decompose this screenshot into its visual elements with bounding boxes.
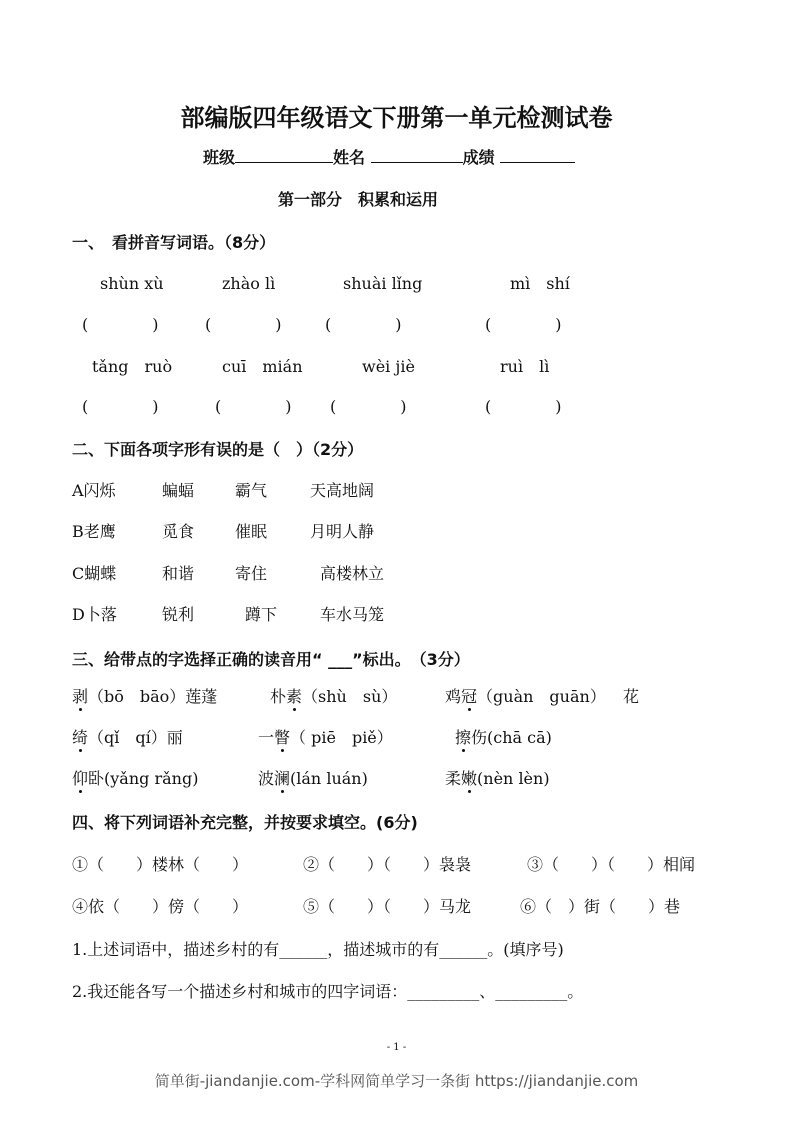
option-word: 催眠 xyxy=(235,522,268,541)
sub-question-2: 2.我还能各写一个描述乡村和城市的四字词语：_________、_________。 xyxy=(72,982,584,1001)
option[interactable]: B老鹰 xyxy=(72,522,116,541)
option[interactable]: A闪烁 xyxy=(72,481,116,500)
name-blank[interactable] xyxy=(371,148,463,163)
option-word: 锐利 xyxy=(162,605,195,624)
idiom-item[interactable]: ⑤（ ）（ ）马龙 xyxy=(303,897,472,916)
dotted-char: 澜 xyxy=(274,769,291,788)
text: 鸡 xyxy=(445,687,462,706)
answer-box[interactable]: ( ) xyxy=(82,315,159,334)
q3-item xyxy=(455,728,552,748)
dotted-char: 素 xyxy=(286,687,303,706)
q3-item xyxy=(72,769,198,789)
text: (nèn lèn) xyxy=(477,769,550,788)
footer-watermark: 简单街-jiandanjie.com-学科网简单学习一条街 https://jiandanjie.com xyxy=(154,1072,639,1090)
q3-item xyxy=(445,687,606,707)
pinyin: zhào lì xyxy=(222,274,276,293)
option-word: 觅食 xyxy=(162,522,195,541)
q4-heading: 四、将下列词语补充完整，并按要求填空。(6分) xyxy=(72,813,418,832)
page-number: - 1 - xyxy=(386,1042,407,1053)
score-blank[interactable] xyxy=(500,148,575,163)
option-word: 蹲下 xyxy=(245,605,278,624)
pinyin: shùn xù xyxy=(100,274,164,293)
answer-box[interactable]: ( ) xyxy=(485,315,562,334)
option-word: 天高地阔 xyxy=(310,481,375,500)
dotted-char: 绮 xyxy=(72,728,89,747)
idiom-item[interactable]: ①（ ）楼林（ ） xyxy=(72,855,249,874)
q3-item xyxy=(72,728,183,748)
option-word: 月明人静 xyxy=(310,522,375,541)
idiom-item[interactable]: ⑥（ ）街（ ）巷 xyxy=(520,897,681,916)
idiom-item[interactable]: ④依（ ）傍（ ） xyxy=(72,897,249,916)
sub-question-1: 1.上述词语中，描述乡村的有______，描述城市的有______。(填序号) xyxy=(72,940,564,959)
pinyin: tǎng ruò xyxy=(92,357,173,376)
q3-item xyxy=(258,728,393,748)
option-word: 霸气 xyxy=(235,481,268,500)
dotted-char: 嫩 xyxy=(461,769,478,788)
option-word: 寄住 xyxy=(235,564,268,583)
dotted-char: 瞥 xyxy=(274,728,291,747)
option-word: 和谐 xyxy=(162,564,195,583)
pinyin: ruì lì xyxy=(500,357,550,376)
q3-heading: 三、给带点的字选择正确的读音用“ ___”标出。 （3分） xyxy=(72,650,470,669)
option[interactable]: D卜落 xyxy=(72,605,117,624)
text: 花 xyxy=(623,687,640,706)
answer-box[interactable]: ( ) xyxy=(82,397,159,416)
pinyin: mì shí xyxy=(510,274,570,293)
score-label: 成绩 xyxy=(462,148,495,167)
answer-box[interactable]: ( ) xyxy=(215,397,292,416)
text: （shù sù） xyxy=(302,687,398,706)
q3-row1 xyxy=(72,687,217,707)
answer-box[interactable]: ( ) xyxy=(205,315,282,334)
q3-item xyxy=(270,687,397,707)
part-heading: 第一部分 积累和运用 xyxy=(278,190,439,209)
dotted-char: 冠 xyxy=(461,687,478,706)
text: (lán luán) xyxy=(290,769,368,788)
text: 一 xyxy=(258,728,275,747)
answer-box[interactable]: ( ) xyxy=(325,315,402,334)
pinyin: shuài lǐng xyxy=(343,274,423,293)
option-word: 车水马笼 xyxy=(320,605,385,624)
idiom-item[interactable]: ③（ ）（ ）相闻 xyxy=(527,855,696,874)
student-info xyxy=(203,148,575,168)
pinyin: wèi jiè xyxy=(362,357,415,376)
text: （qǐ qí）丽 xyxy=(88,728,183,747)
text: （ piē piě） xyxy=(290,728,393,747)
option[interactable]: C蝴蝶 xyxy=(72,564,117,583)
text: 伤(chā cā) xyxy=(471,728,552,747)
option-word: 蝙蝠 xyxy=(162,481,195,500)
dotted-char: 仰 xyxy=(72,769,89,788)
name-label: 姓名 xyxy=(333,148,366,167)
class-label: 班级 xyxy=(203,148,236,167)
q1-heading: 一、 看拼音写词语。（8分） xyxy=(72,233,276,252)
dotted-char: 剥 xyxy=(72,687,89,706)
pinyin: cuī mián xyxy=(222,357,303,376)
q2-heading: 二、下面各项字形有误的是（ ）（2分） xyxy=(72,440,364,459)
answer-box[interactable]: ( ) xyxy=(485,397,562,416)
dotted-char: 擦 xyxy=(455,728,472,747)
class-blank[interactable] xyxy=(235,148,333,163)
text: 柔 xyxy=(445,769,462,788)
option-word: 高楼林立 xyxy=(320,564,385,583)
idiom-item[interactable]: ②（ ）（ ）袅袅 xyxy=(303,855,472,874)
q3-item xyxy=(258,769,368,789)
page-title: 部编版四年级语文下册第一单元检测试卷 xyxy=(180,103,613,132)
text: （guàn guān） xyxy=(477,687,606,706)
text: 波 xyxy=(258,769,275,788)
text: 朴 xyxy=(270,687,287,706)
q3-item xyxy=(445,769,550,789)
text: （bō bāo）莲蓬 xyxy=(88,687,218,706)
text: 卧(yǎng rǎng) xyxy=(88,769,199,788)
answer-box[interactable]: ( ) xyxy=(330,397,407,416)
